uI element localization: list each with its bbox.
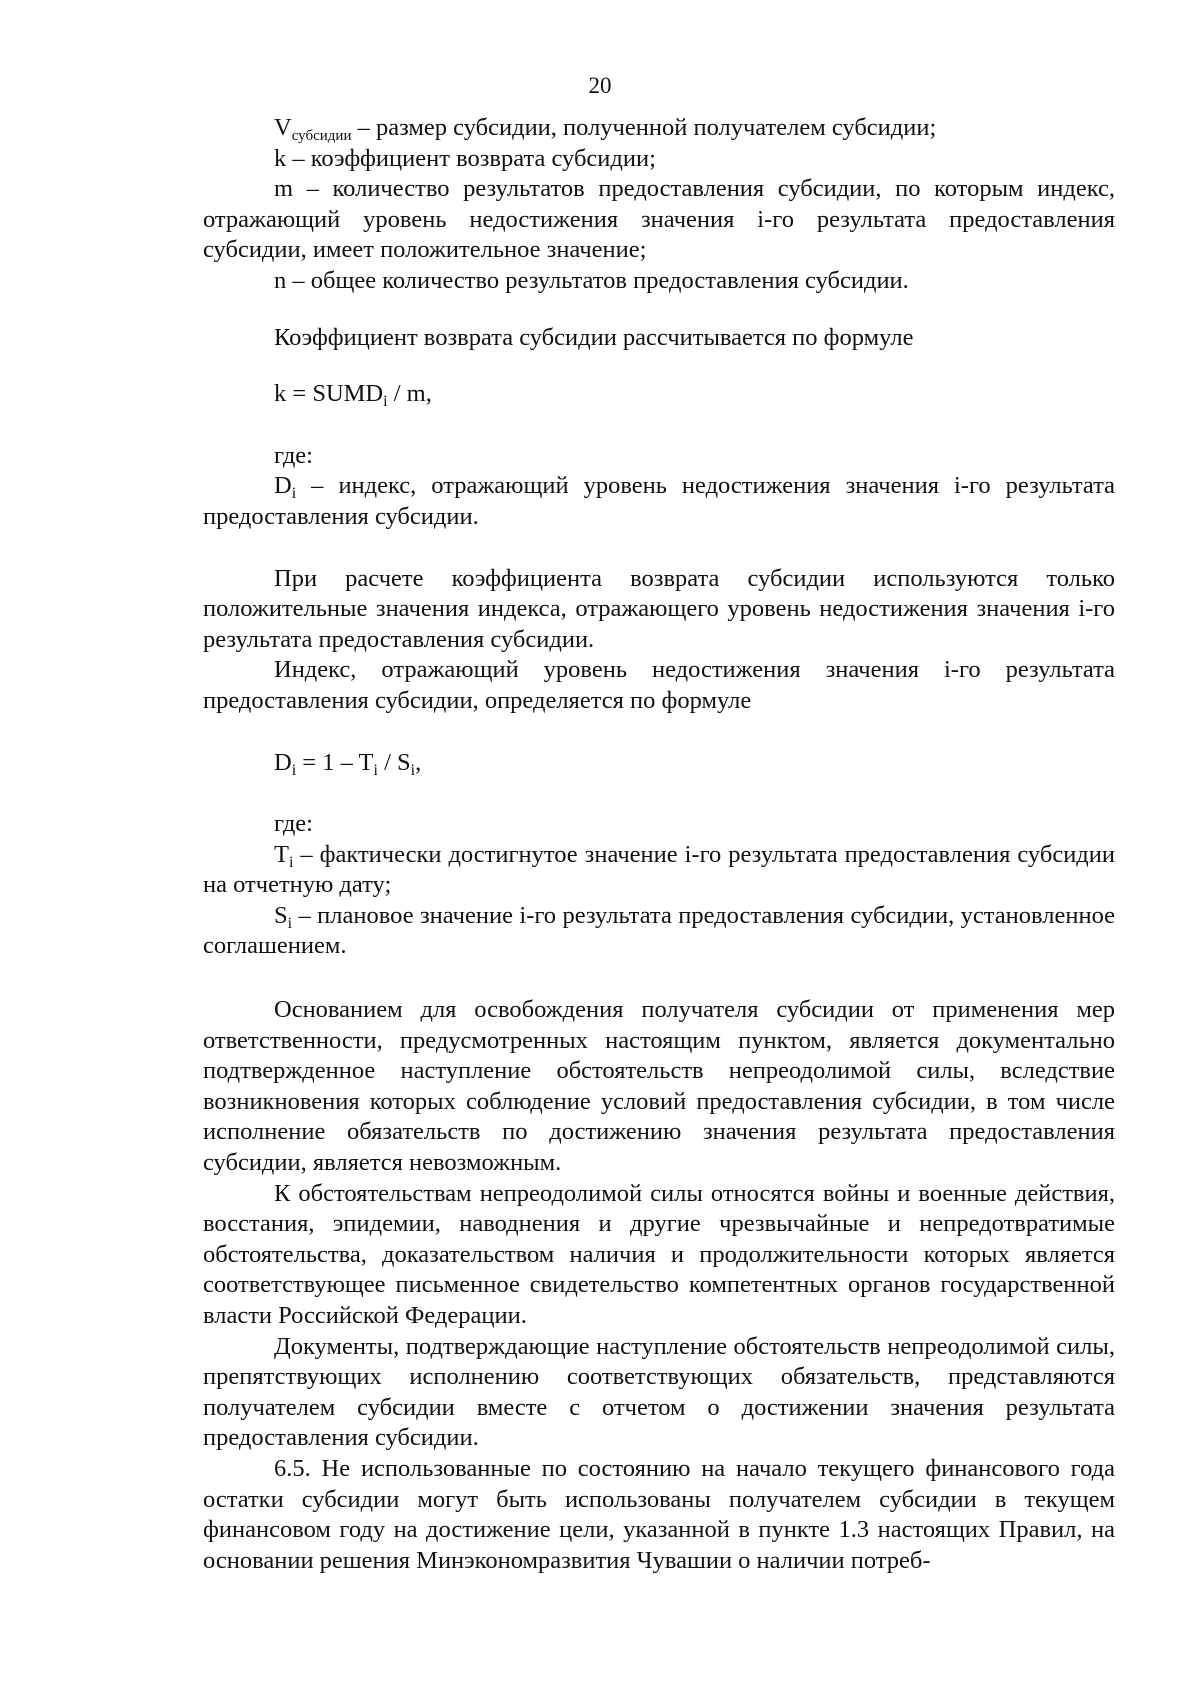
t-definition-text: – фактически достигнутое значение i-го результата предоставления субсидии на отчетную дату; — [203, 840, 1115, 899]
definition-k: k – коэффициент возврата субсидии; — [274, 144, 656, 172]
formula-d-end: , — [415, 748, 422, 776]
d-symbol: D — [274, 472, 292, 500]
definition-n: n – общее количество результатов предоставления субсидии. — [274, 266, 909, 294]
s-subscript: i — [287, 914, 293, 932]
paragraph-force-majeure: К обстоятельствам непреодолимой силы относятся войны и военные действия, восстания, эпидемии, наводнения и другие чрезвычайные и непредотвратимые обстоятельства, доказательством наличия и продолжительности которых является соответствующее письменное свидетельство компетентных органов государственной власти Российской Федерации. — [203, 1179, 1115, 1329]
formula-k-subscript: i — [383, 393, 388, 411]
t-subscript: i — [288, 853, 294, 871]
paragraph-documents: Документы, подтверждающие наступление обстоятельств непреодолимой силы, препятствующих исполнению соответствующих обязательств, представляются получателем субсидии вместе с отчетом о достижении значения результата предоставления субсидии. — [203, 1332, 1115, 1452]
paragraph-positive-values: При расчете коэффициента возврата субсидии используются только положительные значения индекса, отражающего уровень недостижения значения i-го результата предоставления субсидии. — [203, 564, 1115, 653]
definition-m: m – количество результатов предоставления субсидии, по которым индекс, отражающий уровень недостижения значения i-го результата предоставления субсидии, имеет положительное значение; — [203, 175, 1115, 264]
formula-d-mid: = 1 – T — [296, 748, 374, 776]
document-body — [203, 113, 1115, 1576]
formula-d-symbol: D — [274, 748, 292, 776]
formula-k — [203, 379, 1115, 410]
definition-v — [203, 113, 1115, 144]
definition-d — [203, 471, 1115, 532]
formula-t-subscript: i — [373, 761, 378, 779]
d-subscript: i — [291, 485, 297, 503]
v-subscript: субсидии — [291, 128, 352, 144]
definition-t — [203, 840, 1115, 901]
formula-d — [203, 748, 1115, 779]
spacer — [203, 297, 1115, 323]
page-number: 20 — [588, 73, 612, 98]
formula-d-subscript: i — [291, 761, 297, 779]
s-symbol: S — [274, 901, 288, 929]
spacer — [203, 778, 1115, 809]
spacer — [203, 410, 1115, 441]
v-definition-text: – размер субсидии, полученной получателем субсидии; — [351, 114, 937, 141]
paragraph-6-5: 6.5. Не использованные по состоянию на начало текущего финансового года остатки субсидии могут быть использованы получателем субсидии в текущем финансовом году на достижение цели, указанной в пункте 1.3 настоящих Правил, на основании решения Минэкономразвития Чувашии о наличии потреб- — [203, 1454, 1115, 1574]
spacer — [203, 353, 1115, 379]
coefficient-intro: Коэффициент возврата субсидии рассчитывается по формуле — [274, 323, 914, 351]
formula-k-right: / m, — [387, 380, 432, 408]
paragraph-index-formula: Индекс, отражающий уровень недостижения значения i-го результата предоставления субсидии, определяется по формуле — [203, 656, 1115, 714]
formula-d-slash: / S — [377, 748, 411, 776]
spacer — [203, 962, 1115, 995]
definition-s — [203, 901, 1115, 962]
s-definition-text: – плановое значение i-го результата предоставления субсидии, установленное соглашением. — [203, 901, 1115, 960]
d-definition-text: – индекс, отражающий уровень недостижения значения i-го результата предоставления субсидии. — [203, 472, 1115, 530]
paragraph-basis: Основанием для освобождения получателя субсидии от применения мер ответственности, предусмотренных настоящим пунктом, является документально подтвержденное наступление обстоятельств непреодолимой силы, вследствие возникновения которых соблюдение условий предоставления субсидии, в том числе исполнение обязательств по достижению значения результата предоставления субсидии, является невозможным. — [203, 996, 1115, 1177]
spacer — [203, 717, 1115, 748]
t-symbol: T — [274, 840, 289, 868]
formula-s-subscript: i — [410, 761, 416, 779]
spacer — [203, 533, 1115, 564]
v-symbol: V — [274, 114, 292, 141]
where-label-1: где: — [274, 441, 313, 469]
formula-k-left: k = SUMD — [274, 380, 384, 408]
where-label-2: где: — [274, 810, 313, 838]
